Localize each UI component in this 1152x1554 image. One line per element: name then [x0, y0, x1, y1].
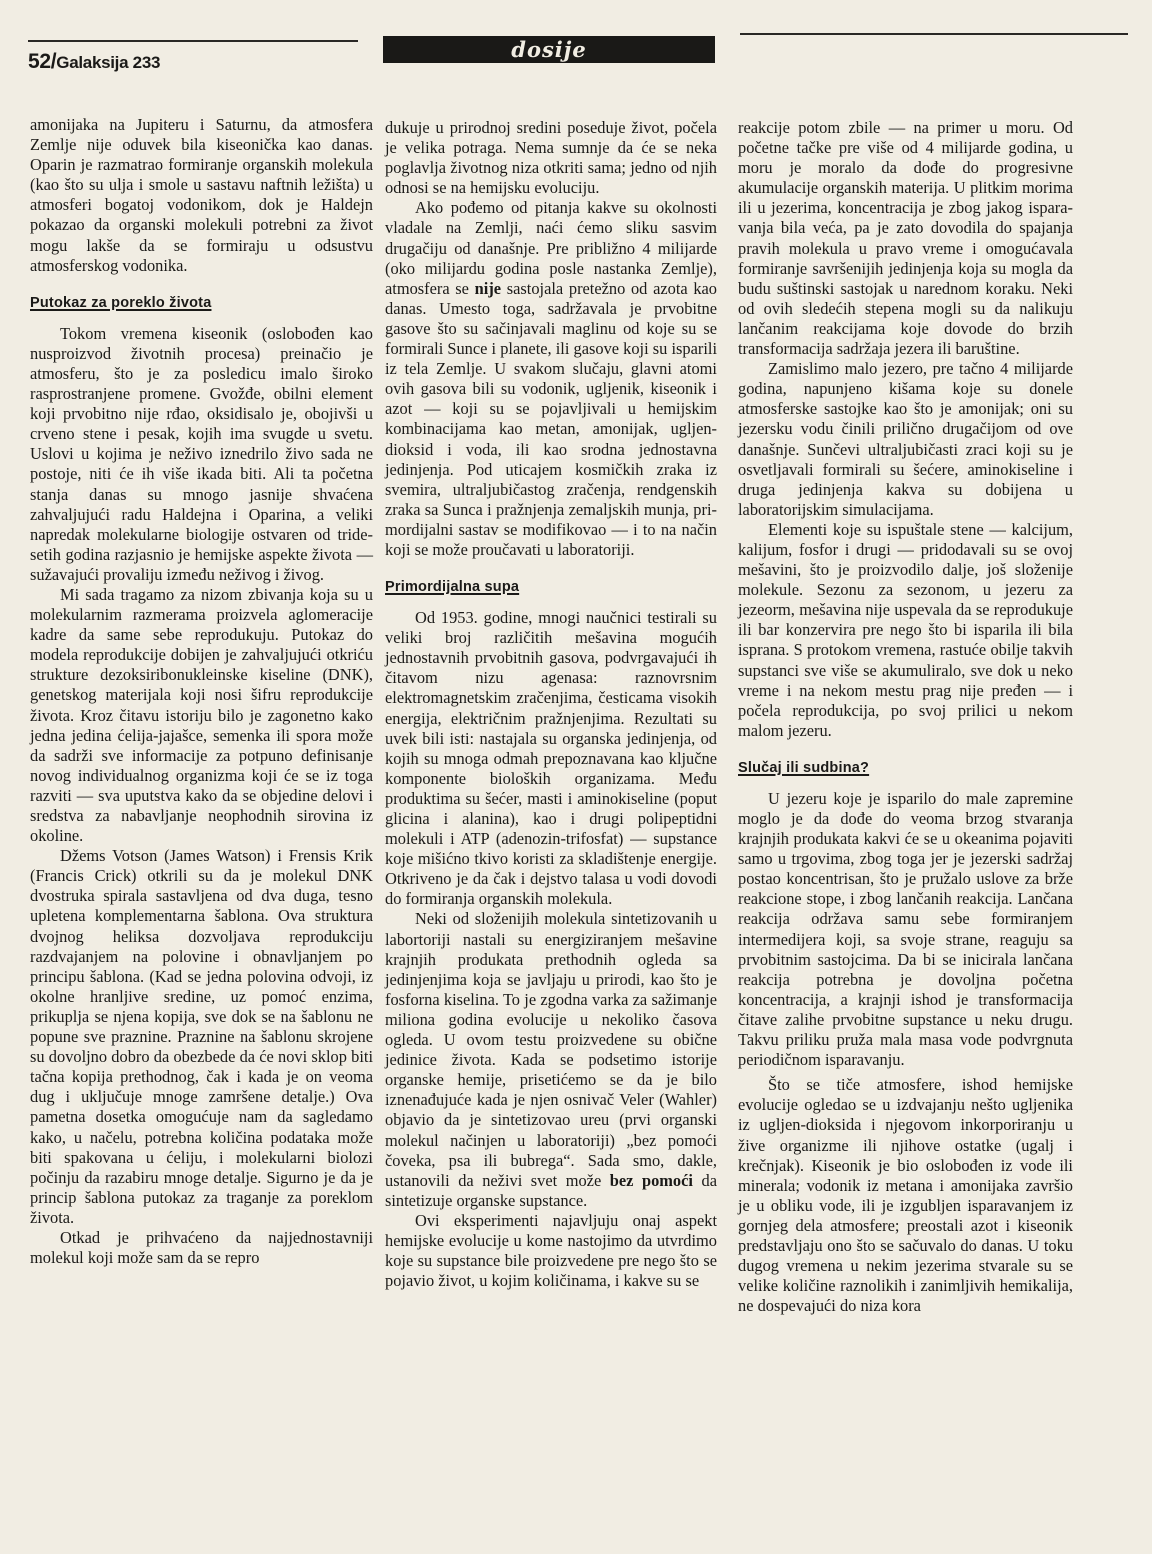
- paragraph: [385, 198, 717, 560]
- header-rule-left: [28, 40, 358, 42]
- paragraph: Tokom vremena kiseonik (oslobođen kao nusproizvod životnih procesa) preinačio je atmosferu, što je za posledicu imalo široko rasprostranjene promene. Gvožđe, obilni element koji prvobitno nije rđao, oksidisalo je, obojivši u crveno stene i pesak, kojih ima svugde u svetu. Uslovi u kojima je neživo iznedrilo živo sada ne postoje, niti će ih više ikada biti. Ali ta početna stanja danas su mnogo jasnije shvaćena zahvaljujući radu Haldejna i Oparina, a veliki napredak molekularne biologije ostvaren od tridesetih godina razjasnio je hemijske aspekte života — sužavajući provaliju između neživog i živog.: [30, 323, 373, 584]
- subheading-putokaz: Putokaz za poreklo života: [30, 294, 212, 311]
- paragraph: [385, 909, 717, 1210]
- paragraph: Džems Votson (James Watson) i Frensis Krik (Francis Crick) otkrili su da je molekul DNK dvostruka spirala sastavljena od dva duga, tesno upletena komplementarna šablona. Ova struktura dvojnog heliksa dozvoljava reprodukciju razdvajanjem na polovine i obnavljanjem po principu šablona. (Kad se jedna polovina odvoji, iz okolne hranljive sredine, uz pomoć enzima, prikuplja se njena kopija, sve dok se na šablonu ne popune sve praznine. Praznine na šablonu skrojene su dovoljno dobro da obezbede da će novi sklop biti tačna kopija prethodnog, čak i kada je on veoma dug i uključuje mnoge zamršene detalje.) Ova pametna dosetka omogućuje nam da sagledamo kako, u načelu, potrebna količina podataka može biti spakovana u ćeliju, i molekularni biolozi počinju da razabiru mnoge detalje. Sigurno je da je princip šablona putokaz za traganje za poreklom života.: [30, 846, 373, 1227]
- text-column-2: [385, 118, 717, 1291]
- page-folio: [28, 50, 160, 74]
- paragraph: Ovi eksperimenti najavljuju onaj aspekt hemijske evolucije u kome nastojimo da utvrdimo koje su supstance bile proizvedene pre nego što se pojavio život, u kojim količinama, i kakve su se: [385, 1210, 717, 1291]
- paragraph: Elementi koje su ispuštale stene — kalcijum, kalijum, fosfor i drugi — pridodavali su se ovoj mešavini, što je proizvodilo dalje, još složenije molekule. Sezonu za sezonom, u jezeru za jezeorm, mešavina nije uspevala da se reprodukuje ili bar konzervira pre nego što bi isparila ili bila isprana. S protokom vremena, rastuće obilje takvih supstanci sve više se akumuliralo, sve dok u neko vreme i na nekom mestu prag nije pređen — i počela reprodukcija, po svoj prilici u nekom malom jezeru.: [738, 519, 1073, 740]
- paragraph: Što se tiče atmosfere, ishod hemijske evolucije ogledao se u izdvajanju nešto ugljenika iz ugljen-dioksida i njegovom inkorporiranju u žive organizme ili njihove ostatke (ugalj i krečnjak). Kiseonik je bio oslobođen iz vode ili minerala; vodonik iz metana i amonijaka završio je u obliku vode, ili je izgubljen isparavanjem iz gornjeg dela atmosfere; preostali azot i kiseonik predstavljaju ono što se sačuvalo do danas. U toku dugog vremena u nekim jezerima stvarale su se velike količine raznolikih i zanimljivih hemikalija, ne dospevajući do niza kora: [738, 1075, 1073, 1316]
- emphasis: bez pomoći: [609, 1170, 693, 1190]
- text-column-3: [738, 118, 1073, 1316]
- paragraph: U jezeru koje je isparilo do male zapremine moglo je da dođe do veoma brzog stvaranja krajnjih produkata kakvi će se u okeanima pojaviti samo u trgovima, zbog toga jer je jezerski sadržaj postao koncentrisan, što je pružalo uslove za brže reakcione stope, i zbog lančanih reakcija. Lančana reakcija održava samu sebe formiranjem intermedijera koji, sa svoje strane, reaguju sa prvobitnim sastojcima. Da bi se inicirala lančana reakcija potrebna je dovoljna početna koncentracija, a krajnji ishod je transformacija čitave zalihe prvobitne supstance u neku drugu. Takvu priliku pruža mala masa vode podvrgnuta periodičnom isparavanju.: [738, 788, 1073, 1070]
- paragraph: reakcije potom zbile — na primer u moru. Od početne tačke pre više od 4 milijarde godina, u moru je moralo da dođe do progresivne akumulacije organskih materija. U plitkim morima ili u jezerima, koncentracija je zbog jakog isparavanja bila veća, pa je zato dovodila do spajanja pravih molekula u pravo vreme i omogućavala formiranje savršenijih jedinjenja koja su mogla da budu suštinski sastojak u narednom koraku. Neki od ovih sledećih stepena mogli su da nalikuju lančanim reakcijama koje dovode do brzih transformacija sadržaja jezera ili baruštine.: [738, 118, 1073, 359]
- paragraph: dukuje u prirodnoj sredini poseduje život, počela je velika potraga. Nema sumnje da će se neka poglavlja životnog niza otkriti sama; jedno od njih odnosi se na hemijsku evoluciju.: [385, 118, 717, 198]
- text-run: da sintetizuje organske supstance.: [385, 1170, 717, 1210]
- paragraph: Zamislimo malo jezero, pre tačno 4 milijarde godina, napunjeno kišama koje su donele atmosferske sastojke kao što je amonijak; oni su jezersku vodu činili prilično drugačijom od ove današnje. Sunčevi ultraljubičasti zraci koji su je osvetljavali formirali su šećere, aminokiseline i druga jedinjenja kakva su dobijena u laboratorijskim simulacijama.: [738, 359, 1073, 519]
- magazine-issue: Galaksija 233: [56, 53, 161, 72]
- paragraph: amonijaka na Jupiteru i Saturnu, da atmosfera Zemlje nije oduvek bila kiseonička kao danas. Oparin je razmatrao formiranje organskih molekula (kao što su ulja i smole u sastavu naftnih ležišta) u atmosferi bogatoj vodonikom, dok je Haldejn pokazao da organski molekuli potrebni za život mogu lakše da se formiraju u odsustvu atmosferskog vodonika.: [30, 115, 373, 275]
- section-banner: dosije: [383, 36, 715, 63]
- header-rule-right: [740, 33, 1128, 35]
- subheading-slucaj: Slučaj ili sudbina?: [738, 759, 870, 776]
- paragraph: Od 1953. godine, mnogi naučnici testirali su veliki broj različitih mešavina mogućih jednostavnih prvobitnih gasova, podvrgavajući ih čitavom nizu agenasa: raznovrsnim elektromagnetskim zračenjima, česticama visokih energija, električnim pražnjenjima. Rezultati su uvek bili isti: nastajala su organska jedinjenja, od kojih su mnoga odmah prepoznavana kao ključne komponente bioloških organizama. Među produktima su šećer, masti i aminokiseline (poput glicina i alanina), kao i drugi polipeptidni molekuli i ATP (adenozin-trifosfat) — supstance koje mišićno tkivo koristi za skladištenje energije. Otkriveno je da čak i dejstvo talasa u vodi dovodi do formiranja organskih molekula.: [385, 608, 717, 909]
- text-run: Ako pođemo od pitanja kakve su okolnosti vladale na Zemlji, naći ćemo sliku sasvim drugačiju od današnje. Pre približno 4 milijarde (oko milijardu godina posle nastanka Zemlje), atmosfera se: [385, 198, 717, 298]
- subheading-primordijalna: Primordijalna supa: [385, 579, 520, 596]
- text-column-1: [30, 115, 373, 1268]
- paragraph: Otkad je prihvaćeno da najjednostavniji molekul koji može sam da se repro: [30, 1227, 373, 1268]
- text-run: sastojala pretežno od azota kao danas. Umesto toga, sadržavala je prvobitne gasove što su sačinjavali maglinu od koje su se formirali Sunce i planete, ili gasove koji su isparili iz tela Zemlje. U svakom slučaju, glavni atomi ovih gasova bili su vodonik, ugljenik, kiseonik i azot — koji su se pojavljivali u hemijskim kombinacijama kao metan, amonijak, ugljen-dioksid i voda, ili kao srodna jednostavna jedinjenja. Pod uticajem kosmičkih zraka iz svemira, ultraljubičastog zračenja, rendgenskih zraka sa Sunca i pražnjenja zemaljskih munja, primordijalni sastav se modifikovao — i to na način koji se može proučavati u laboratoriji.: [385, 278, 718, 559]
- page-number: 52/: [28, 50, 57, 73]
- text-run: Neki od složenijih molekula sintetizovanih u labortoriji nastali su energiziranjem mešavine krajnjih produkata prethodnih ogleda sa jedinjenjima koja se javljaju u prirodi, kao što je fosforna kiselina. To je zgodna varka za sažimanje miliona godina evolucije u nekoliko časova ogleda. U ovom testu proizvedene su obične jedinice života. Kada se podsetimo istorije organske hemije, prisetićemo se da je bilo iznenađujuće kada je njen osnivač Veler (Wahler) objavio da je sintetizovao ureu (prvi organski molekul načinjen u laboratoriji) „bez pomoći čoveka, psa ili bubrega“. Sada smo, dakle, ustanovili da neživi svet može: [385, 909, 717, 1190]
- paragraph: Mi sada tragamo za nizom zbivanja koja su u molekularnim razmerama proizvela aglomeracije kadre da same sebe reprodukuju. Putokaz do modela reprodukcije dobijen je zahvaljujući otkriću strukture dezoksiribonukleinske kiseline (DNK), genetskog materijala koji nosi šifru reprodukcije života. Kroz čitavu istoriju bilo je zagonetno kako jedna jedina ćelija-jajašce, semenka ili spora može da sadrži sve informacije za potpuno definisanje novog individualnog organizma koji će se iz toga razviti — sva uputstva kako da se objedine delovi i sredstva za nabavljanje neophodnih sirovina iz okoline.: [30, 584, 373, 846]
- emphasis: nije: [474, 278, 502, 298]
